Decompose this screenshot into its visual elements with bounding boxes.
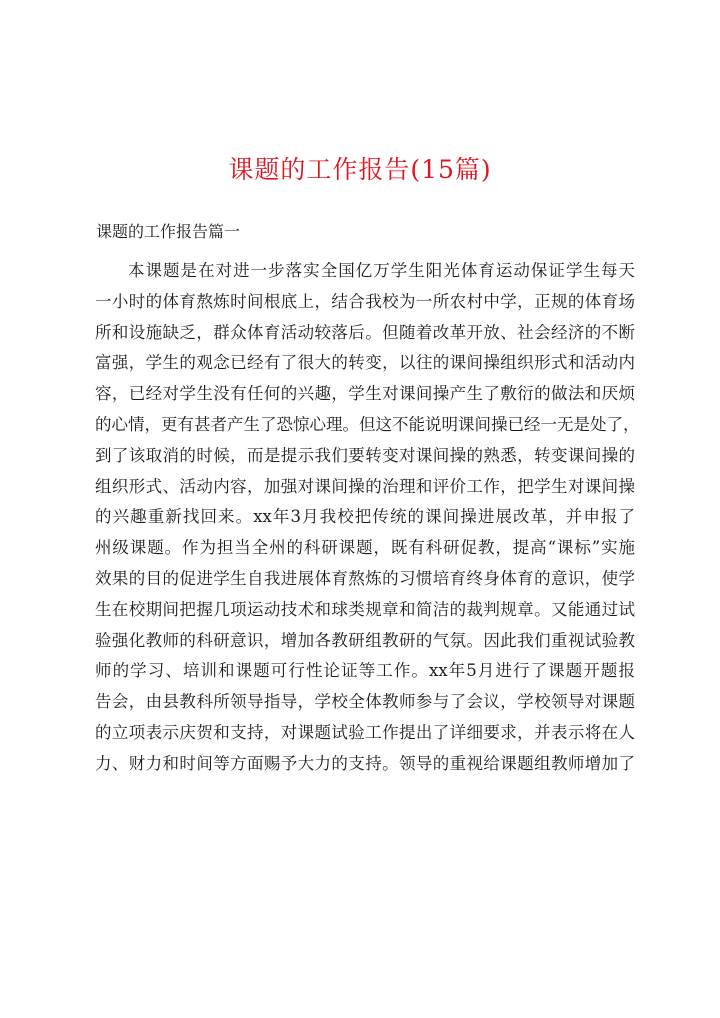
paragraph-line: 生在校期间把握几项运动技术和球类规章和简洁的裁判规章。又能通过试 — [95, 599, 635, 619]
paragraph-line: 一小时的体育熬炼时间根底上，结合我校为一所农村中学，正规的体育场 — [95, 291, 635, 311]
paragraph-line: 到了该取消的时候，而是提示我们要转变对课间操的熟悉，转变课间操的 — [95, 445, 635, 465]
body-paragraph — [95, 256, 640, 780]
paragraph-line: 的心情，更有甚者产生了恐惊心理。但这不能说明课间操已经一无是处了， — [95, 414, 640, 434]
paragraph-line: 本课题是在对进一步落实全国亿万学生阳光体育运动保证学生每天 — [128, 261, 635, 280]
paragraph-line: 的立项表示庆贺和支持，对课题试验工作提出了详细要求，并表示将在人 — [95, 722, 635, 742]
paragraph-line: 容，已经对学生没有任何的兴趣，学生对课间操产生了敷衍的做法和厌烦 — [95, 384, 635, 404]
paragraph-line: 师的学习、培训和课题可行性论证等工作。xx年5月进行了课题开题报 — [95, 661, 635, 681]
paragraph-line: 州级课题。作为担当全州的科研课题，既有科研促教，提高“课标”实施 — [95, 538, 635, 558]
paragraph-line: 的兴趣重新找回来。xx年3月我校把传统的课间操进展改革，并申报了 — [95, 507, 635, 527]
paragraph-line: 所和设施缺乏，群众体育活动较落后。但随着改革开放、社会经济的不断 — [95, 322, 635, 342]
document-title: 课题的工作报告(15篇) — [228, 155, 492, 184]
paragraph-line: 效果的目的促进学生自我进展体育熬炼的习惯培育终身体育的意识，使学 — [95, 568, 635, 588]
paragraph-line: 验强化教师的科研意识，增加各教研组教研的气氛。因此我们重视试验教 — [95, 630, 635, 650]
paragraph-line: 告会，由县教科所领导指导，学校全体教师参与了会议，学校领导对课题 — [95, 692, 635, 712]
paragraph-line: 富强，学生的观念已经有了很大的转变，以往的课间操组织形式和活动内 — [95, 353, 635, 373]
paragraph-line: 力、财力和时间等方面赐予大力的支持。领导的重视给课题组教师增加了 — [95, 753, 635, 773]
section-heading: 课题的工作报告篇一 — [96, 222, 241, 241]
paragraph-line: 组织形式、活动内容，加强对课间操的治理和评价工作，把学生对课间操 — [95, 476, 635, 496]
